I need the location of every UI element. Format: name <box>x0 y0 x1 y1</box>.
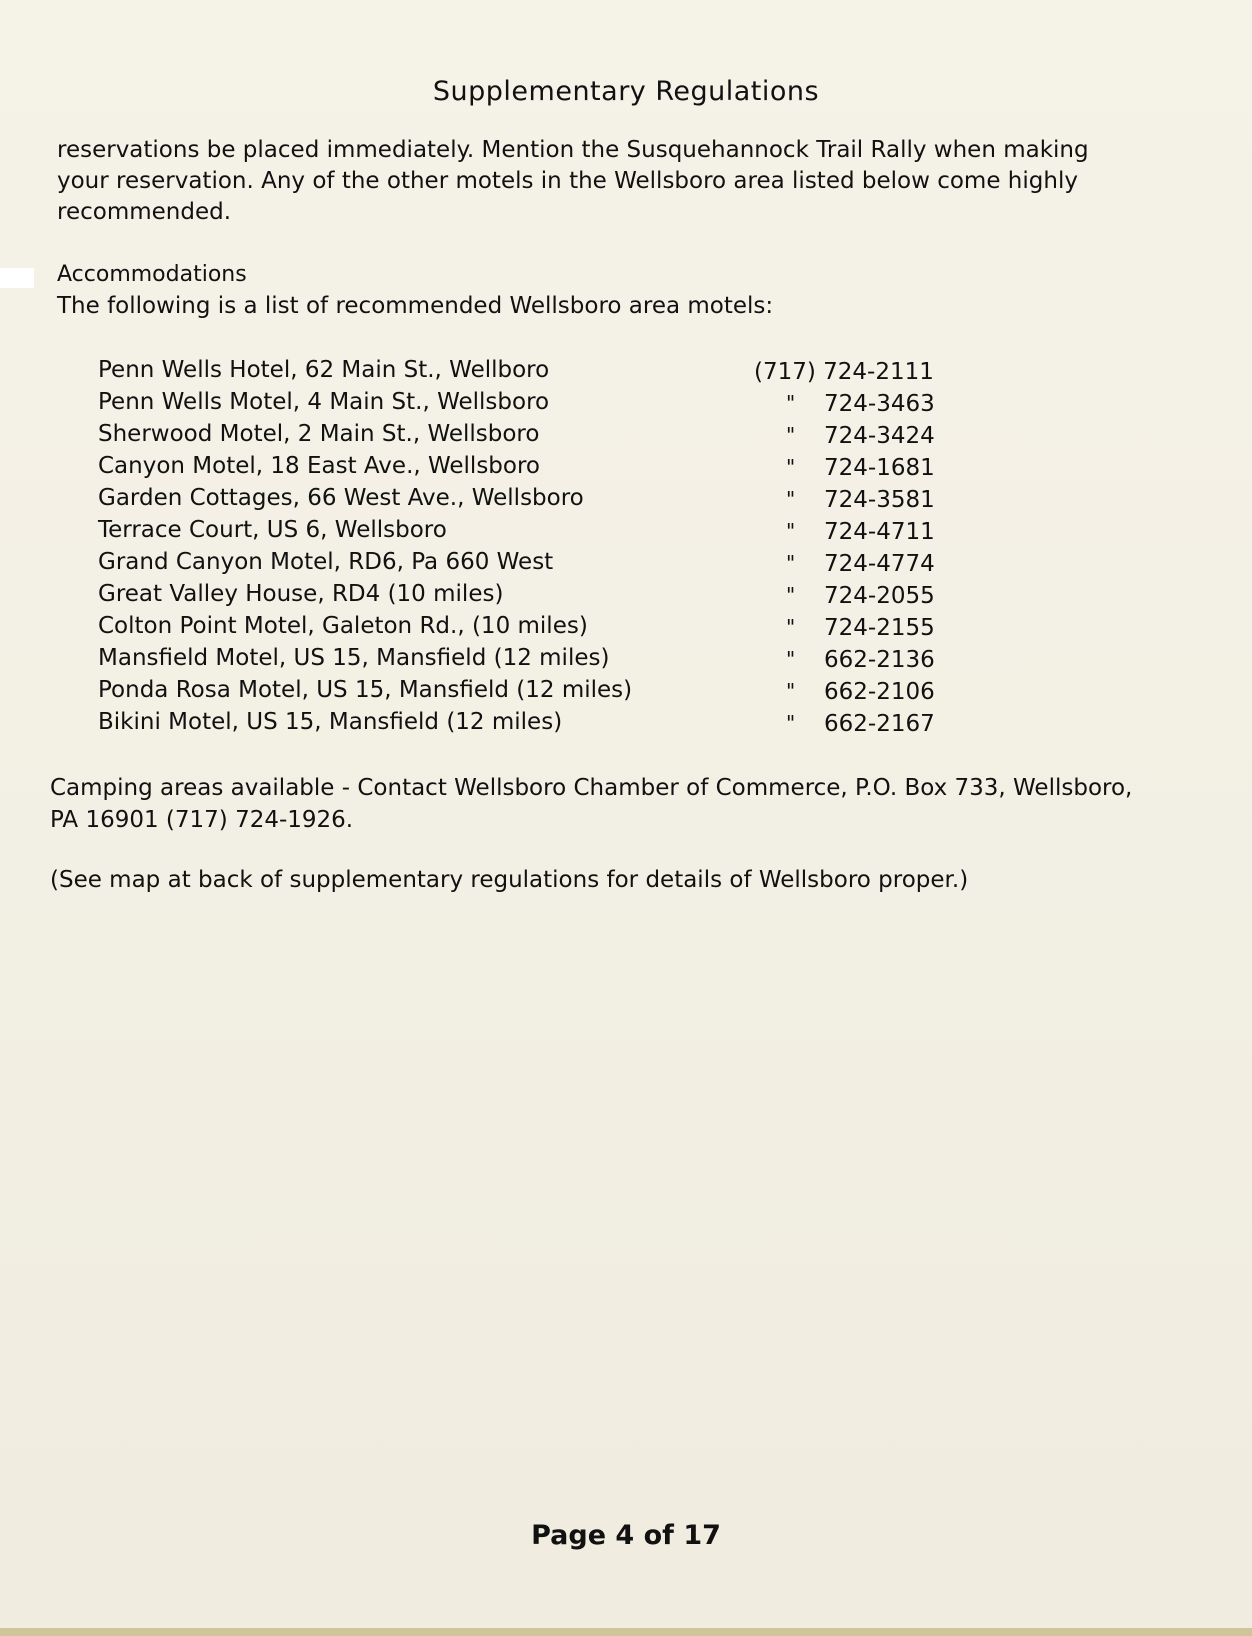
ditto-mark: " <box>786 487 796 511</box>
ditto-mark: " <box>786 679 796 703</box>
ditto-mark: " <box>786 711 796 735</box>
motel-phone: 662-2136 <box>824 647 935 673</box>
scan-edge-mark <box>0 268 34 288</box>
motel-row <box>98 677 958 709</box>
accommodations-lead: The following is a list of recommended Wellsboro area motels: <box>57 293 774 319</box>
motel-phone: 724-4774 <box>824 551 935 577</box>
motel-row <box>98 357 958 389</box>
motel-phone: 724-3581 <box>824 487 935 513</box>
motel-name: Mansfield Motel, US 15, Mansfield (12 miles) <box>98 645 610 671</box>
page-number: Page 4 of 17 <box>531 1520 721 1551</box>
motel-phone: 724-1681 <box>824 455 935 481</box>
motel-phone: 724-2155 <box>824 615 935 641</box>
ditto-mark: " <box>786 615 796 639</box>
motel-phone: 662-2106 <box>824 679 935 705</box>
motel-name: Penn Wells Hotel, 62 Main St., Wellboro <box>98 357 550 383</box>
motel-phone: (717) 724-2111 <box>754 359 934 385</box>
motel-name: Ponda Rosa Motel, US 15, Mansfield (12 miles) <box>98 677 633 703</box>
motel-name: Grand Canyon Motel, RD6, Pa 660 West <box>98 549 554 575</box>
map-note: (See map at back of supplementary regulations for details of Wellsboro proper.) <box>50 867 969 893</box>
motel-phone: 724-3424 <box>824 423 935 449</box>
motel-name: Terrace Court, US 6, Wellsboro <box>98 517 447 543</box>
motel-phone: 662-2167 <box>824 711 935 737</box>
motel-name: Bikini Motel, US 15, Mansfield (12 miles) <box>98 709 563 735</box>
motel-phone: 724-2055 <box>824 583 935 609</box>
intro-paragraph: reservations be placed immediately. Mention the Susquehannock Trail Rally when making your reservation. Any of the other motels in the Wellsboro area listed below come highly recommended. <box>57 137 1089 225</box>
motel-row <box>98 581 958 613</box>
motel-row <box>98 709 958 741</box>
motel-phone: 724-4711 <box>824 519 935 545</box>
ditto-mark: " <box>786 423 796 447</box>
motel-name: Garden Cottages, 66 West Ave., Wellsboro <box>98 485 584 511</box>
ditto-mark: " <box>786 551 796 575</box>
motel-row <box>98 645 958 677</box>
ditto-mark: " <box>786 519 796 543</box>
ditto-mark: " <box>786 583 796 607</box>
page-title: Supplementary Regulations <box>432 76 820 107</box>
motel-name: Great Valley House, RD4 (10 miles) <box>98 581 504 607</box>
scan-bottom-edge <box>0 1628 1252 1636</box>
motel-row <box>98 517 958 549</box>
motel-list <box>98 357 958 741</box>
motel-name: Penn Wells Motel, 4 Main St., Wellsboro <box>98 389 550 415</box>
ditto-mark: " <box>786 391 796 415</box>
motel-name: Colton Point Motel, Galeton Rd., (10 miles) <box>98 613 588 639</box>
ditto-mark: " <box>786 455 796 479</box>
motel-name: Canyon Motel, 18 East Ave., Wellsboro <box>98 453 540 479</box>
motel-row <box>98 421 958 453</box>
motel-row <box>98 613 958 645</box>
camping-paragraph: Camping areas available - Contact Wellsboro Chamber of Commerce, P.O. Box 733, Wellsboro, PA 16901 (717) 724-1926. <box>50 775 1133 833</box>
motel-phone: 724-3463 <box>824 391 935 417</box>
motel-name: Sherwood Motel, 2 Main St., Wellsboro <box>98 421 540 447</box>
motel-row <box>98 485 958 517</box>
ditto-mark: " <box>786 647 796 671</box>
motel-row <box>98 389 958 421</box>
motel-row <box>98 453 958 485</box>
accommodations-heading: Accommodations <box>57 262 247 287</box>
motel-row <box>98 549 958 581</box>
